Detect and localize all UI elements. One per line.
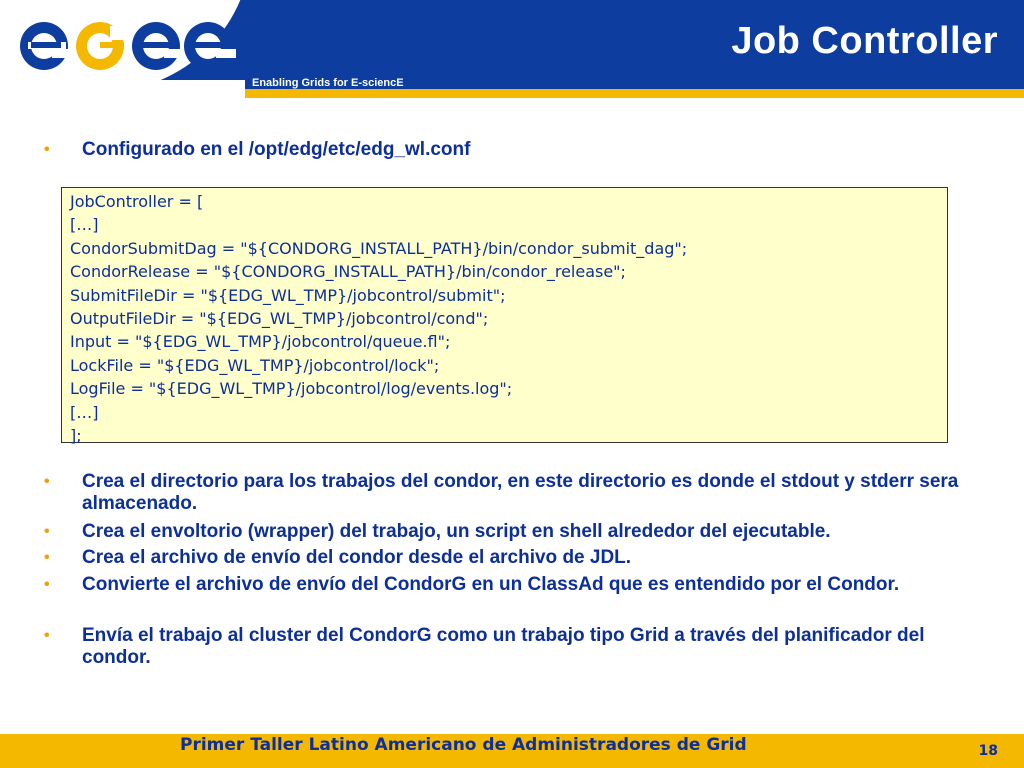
page-number: 18 [978, 743, 998, 759]
code-line: CondorRelease = "${CONDORG_INSTALL_PATH}/bin/condor_release"; [70, 262, 626, 282]
code-line: LogFile = "${EDG_WL_TMP}/jobcontrol/log/events.log"; [70, 379, 513, 399]
bullet-text: Crea el archivo de envío del condor desde el archivo de JDL. [82, 547, 632, 568]
code-line: ]; [70, 426, 82, 446]
code-line: JobController = [ [70, 192, 204, 211]
bullet-create-wrapper [44, 521, 982, 543]
bullet-text: Convierte el archivo de envío del CondorG en un ClassAd que es entendido por el Condor. [82, 574, 900, 595]
bullet-icon: • [44, 627, 50, 644]
slide-header [0, 0, 1024, 100]
bullet-icon: • [44, 141, 50, 158]
code-line: CondorSubmitDag = "${CONDORG_INSTALL_PATH}/bin/condor_submit_dag"; [70, 238, 688, 258]
egee-logo-mark [20, 22, 236, 70]
bullet-icon: • [44, 523, 50, 540]
bullet-icon: • [44, 549, 50, 566]
code-line: […] [70, 402, 99, 422]
egee-logo [12, 10, 237, 78]
slide-title: Job Controller [731, 20, 998, 62]
tagline: Enabling Grids for E-sciencE [252, 77, 404, 89]
bullet-create-submit-file [44, 547, 982, 569]
code-line: OutputFileDir = "${EDG_WL_TMP}/jobcontrol/cond"; [70, 309, 489, 329]
bullet-send-job [44, 625, 982, 669]
footer-title: Primer Taller Latino Americano de Administradores de Grid [180, 735, 747, 755]
bullet-text: Crea el envoltorio (wrapper) del trabajo, un script en shell alrededor del ejecutable. [82, 521, 831, 542]
bullet-text: Envía el trabajo al cluster del CondorG como un trabajo tipo Grid a través del planificador del condor. [82, 625, 925, 668]
bullet-config-file [44, 139, 982, 161]
bullet-icon: • [44, 576, 50, 593]
code-line: Input = "${EDG_WL_TMP}/jobcontrol/queue.fl"; [70, 332, 451, 352]
bullet-text: Configurado en el /opt/edg/etc/edg_wl.conf [82, 139, 471, 160]
code-line: […] [70, 215, 99, 235]
code-line: LockFile = "${EDG_WL_TMP}/jobcontrol/lock"; [70, 355, 440, 375]
slide-footer [0, 734, 1024, 768]
code-line: SubmitFileDir = "${EDG_WL_TMP}/jobcontrol/submit"; [70, 285, 506, 305]
bullet-convert-classad [44, 574, 982, 596]
bullet-create-directory [44, 471, 982, 515]
bullet-text: Crea el directorio para los trabajos del condor, en este directorio es donde el stdout y stderr sera almacenado. [82, 471, 959, 514]
bullet-icon: • [44, 473, 50, 490]
config-code-block [61, 187, 948, 446]
